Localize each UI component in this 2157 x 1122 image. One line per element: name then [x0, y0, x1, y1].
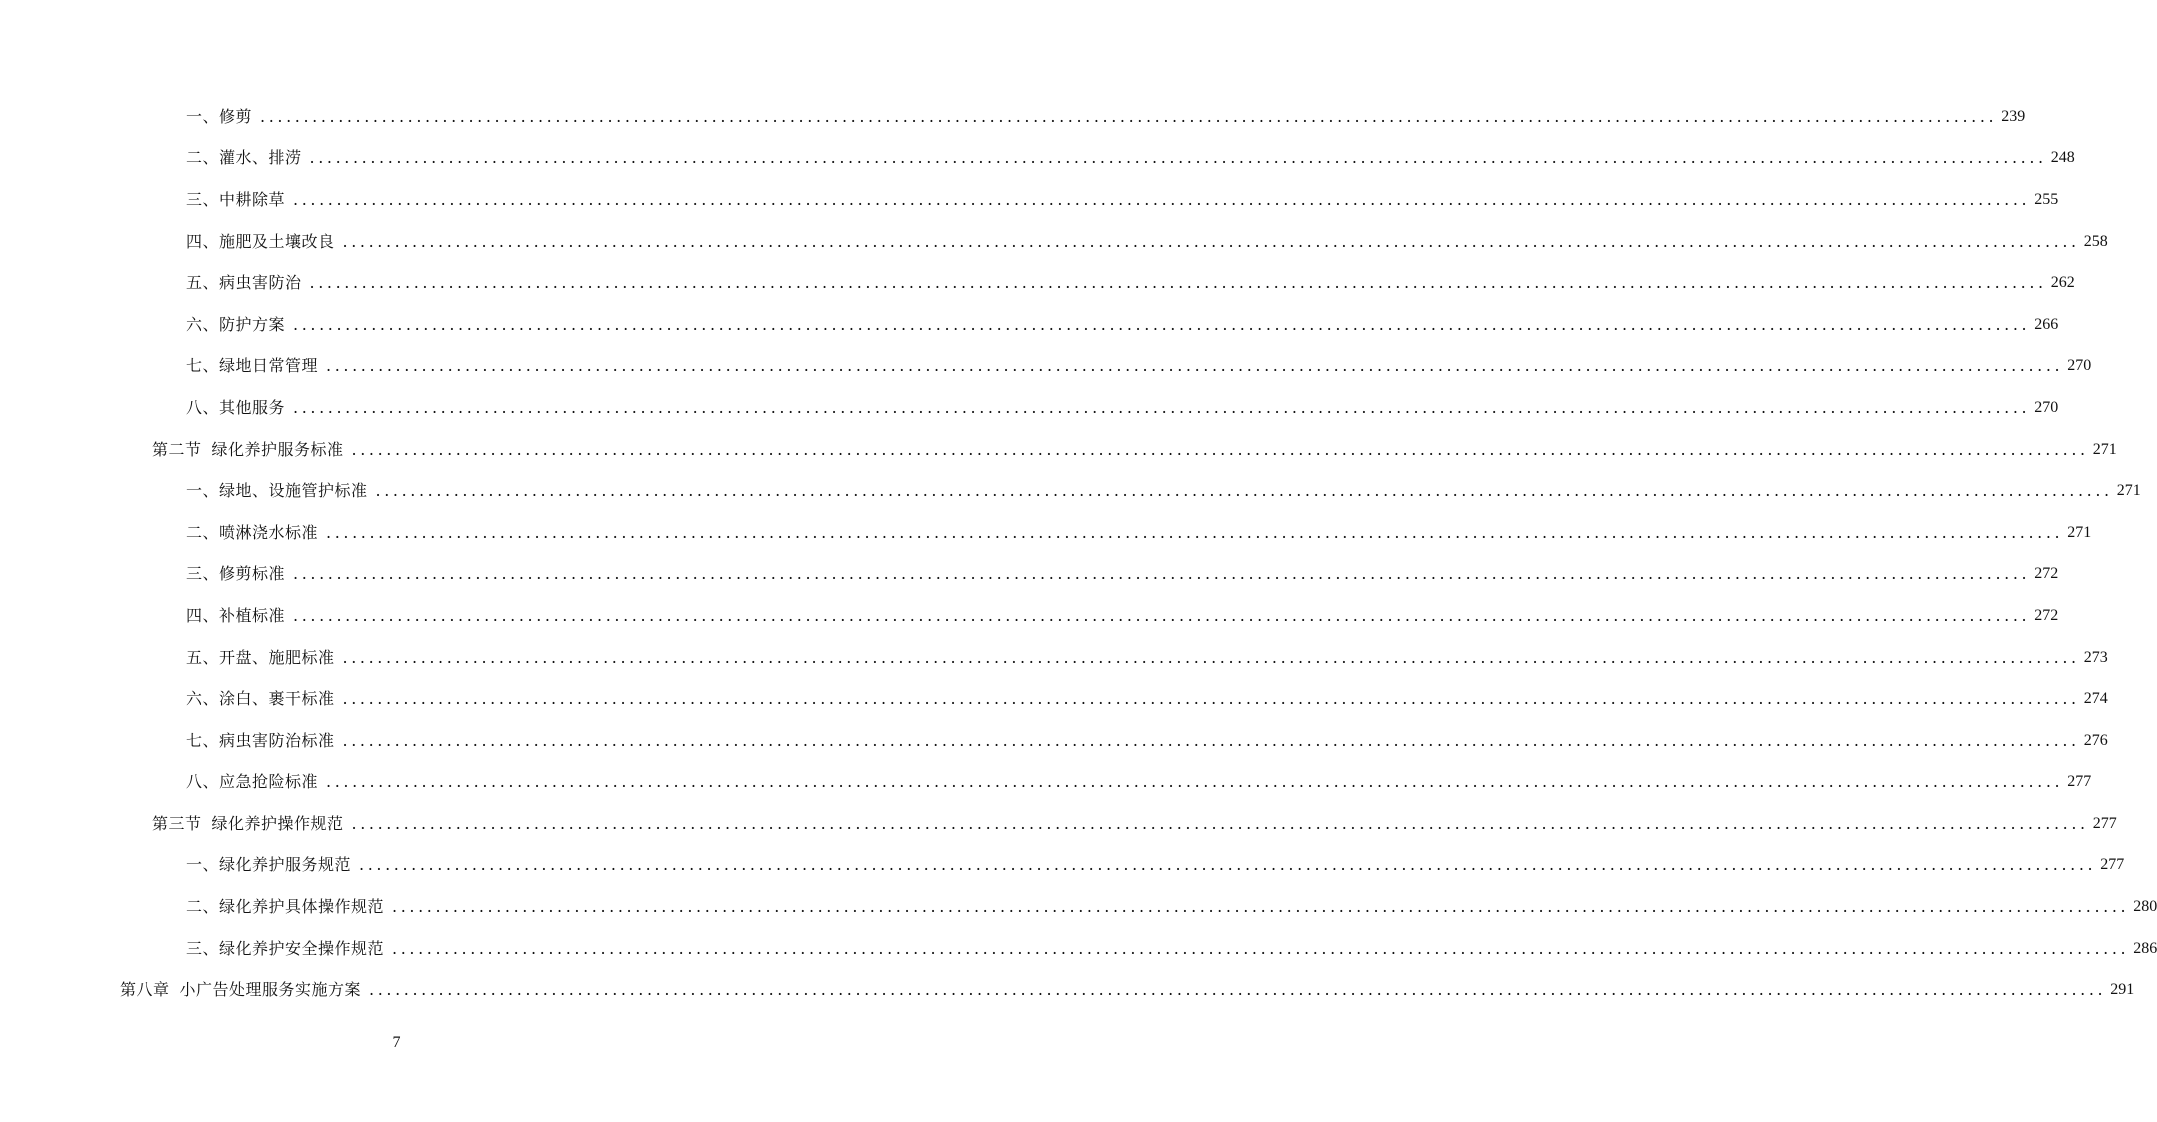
toc-entry-title — [186, 772, 318, 792]
toc-dot-leader: ........................................................................................................................................................................................................ — [351, 813, 2089, 833]
toc-entry[interactable] — [0, 637, 2108, 679]
toc-entry-title — [186, 107, 252, 127]
toc-dot-leader: ........................................................................................................................................................................................................ — [293, 605, 2031, 625]
toc-entry-page: 262 — [2050, 274, 2075, 292]
toc-entry[interactable] — [0, 96, 2026, 138]
toc-dot-leader: ........................................................................................................................................................................................................ — [342, 647, 2080, 667]
toc-entry-page: 271 — [2067, 523, 2092, 541]
toc-entry-text: 一、修剪 — [186, 106, 253, 126]
toc-dot-leader: ........................................................................................................................................................................................................ — [375, 481, 2113, 501]
toc-dot-leader: ........................................................................................................................................................................................................ — [326, 522, 2064, 542]
toc-entry-page: 271 — [2116, 482, 2141, 500]
toc-entry-title — [186, 855, 351, 875]
toc-entry[interactable] — [0, 928, 2157, 970]
toc-entry-title — [152, 814, 344, 834]
toc-entry-label: 第二节 — [152, 439, 202, 459]
page-number: 7 — [392, 1034, 401, 1051]
toc-entry-title — [186, 356, 318, 376]
toc-entry-title — [186, 315, 285, 335]
toc-dot-leader: ........................................................................................................................................................................................................ — [293, 564, 2031, 584]
toc-dot-leader: ........................................................................................................................................................................................................ — [342, 689, 2080, 709]
toc-dot-leader: ........................................................................................................................................................................................................ — [369, 980, 2107, 1000]
toc-entry-page: 270 — [2067, 357, 2092, 375]
toc-entry-page: 272 — [2034, 565, 2059, 583]
toc-entry-text: 一、绿地、设施管护标准 — [186, 481, 368, 501]
toc-entry-title — [152, 440, 344, 460]
toc-entry[interactable] — [0, 803, 2117, 845]
toc-entry[interactable] — [0, 221, 2108, 263]
toc-dot-leader: ........................................................................................................................................................................................................ — [326, 356, 2064, 376]
toc-entry-text: 七、病虫害防治标准 — [186, 730, 335, 750]
toc-entry-title — [186, 232, 335, 252]
toc-entry[interactable] — [0, 262, 2075, 304]
toc-entry-text: 四、施肥及土壤改良 — [186, 231, 335, 251]
toc-dot-leader: ........................................................................................................................................................................................................ — [392, 938, 2130, 958]
toc-entry[interactable] — [0, 720, 2108, 762]
toc-dot-leader: ........................................................................................................................................................................................................ — [293, 189, 2031, 209]
toc-entry-page: 277 — [2067, 773, 2092, 791]
toc-entry-text: 四、补植标准 — [186, 605, 286, 625]
toc-entry[interactable] — [0, 512, 2092, 554]
toc-entry-text: 二、绿化养护具体操作规范 — [186, 897, 385, 917]
toc-entry-text: 三、中耕除草 — [186, 189, 286, 209]
toc-entry[interactable] — [0, 429, 2117, 471]
toc-entry-page: 291 — [2110, 981, 2135, 999]
toc-entry-text: 二、灌水、排涝 — [186, 148, 302, 168]
toc-entry-text: 绿化养护服务标准 — [211, 439, 344, 459]
toc-entry[interactable] — [0, 678, 2108, 720]
toc-entry-title — [186, 481, 368, 501]
toc-dot-leader: ........................................................................................................................................................................................................ — [326, 772, 2064, 792]
toc-entry-text: 三、绿化养护安全操作规范 — [186, 938, 385, 958]
toc-entry-text: 八、其他服务 — [186, 397, 286, 417]
toc-entry-title — [186, 148, 302, 168]
toc-dot-leader: ........................................................................................................................................................................................................ — [260, 106, 1998, 126]
toc-entry-text: 五、病虫害防治 — [186, 273, 302, 293]
toc-entry[interactable] — [0, 138, 2075, 180]
toc-entry-page: 239 — [2001, 107, 2026, 125]
toc-entry-title — [186, 606, 285, 626]
toc-entry-page: 266 — [2034, 315, 2059, 333]
toc-dot-leader: ........................................................................................................................................................................................................ — [293, 314, 2031, 334]
toc-entry-title — [186, 648, 335, 668]
toc-entry-page: 248 — [2050, 149, 2075, 167]
toc-entry-text: 一、绿化养护服务规范 — [186, 855, 352, 875]
toc-entry[interactable] — [0, 762, 2092, 804]
toc-entry-page: 277 — [2100, 856, 2125, 874]
toc-entry[interactable] — [0, 387, 2059, 429]
toc-entry[interactable] — [0, 470, 2141, 512]
toc-entry[interactable] — [0, 886, 2157, 928]
toc-entry-title — [120, 980, 361, 1000]
toc-dot-leader: ........................................................................................................................................................................................................ — [309, 273, 2047, 293]
toc-dot-leader: ........................................................................................................................................................................................................ — [392, 897, 2130, 917]
toc-entry-text: 六、涂白、裹干标准 — [186, 689, 335, 709]
toc-dot-leader: ........................................................................................................................................................................................................ — [293, 397, 2031, 417]
toc-entry-page: 272 — [2034, 606, 2059, 624]
table-of-contents — [0, 96, 2157, 1011]
toc-dot-leader: ........................................................................................................................................................................................................ — [359, 855, 2097, 875]
toc-entry-title — [186, 689, 335, 709]
toc-dot-leader: ........................................................................................................................................................................................................ — [309, 148, 2047, 168]
toc-entry[interactable] — [0, 554, 2059, 596]
toc-entry[interactable] — [0, 595, 2059, 637]
toc-entry-page: 273 — [2083, 648, 2108, 666]
toc-entry-page: 270 — [2034, 398, 2059, 416]
toc-dot-leader: ........................................................................................................................................................................................................ — [342, 231, 2080, 251]
toc-entry-title — [186, 398, 285, 418]
toc-entry-label: 第八章 — [120, 980, 170, 1000]
toc-entry-title — [186, 273, 302, 293]
toc-entry-text: 七、绿地日常管理 — [186, 356, 319, 376]
toc-entry[interactable] — [0, 346, 2092, 388]
toc-entry-title — [186, 731, 335, 751]
toc-entry-label: 第三节 — [152, 813, 202, 833]
toc-entry-page: 271 — [2092, 440, 2117, 458]
toc-entry-page: 277 — [2092, 814, 2117, 832]
toc-entry-title — [186, 897, 384, 917]
toc-entry[interactable] — [0, 845, 2125, 887]
toc-entry-title — [186, 190, 285, 210]
toc-entry-text: 二、喷淋浇水标准 — [186, 522, 319, 542]
toc-entry-title — [186, 939, 384, 959]
toc-entry-page: 258 — [2083, 232, 2108, 250]
toc-entry[interactable] — [0, 969, 2135, 1011]
toc-entry[interactable] — [0, 304, 2059, 346]
toc-entry-page: 276 — [2083, 731, 2108, 749]
toc-dot-leader: ........................................................................................................................................................................................................ — [351, 439, 2089, 459]
toc-entry-title — [186, 564, 285, 584]
toc-entry-text: 绿化养护操作规范 — [211, 813, 344, 833]
toc-entry-page: 286 — [2133, 939, 2157, 957]
toc-entry-text: 小广告处理服务实施方案 — [179, 980, 362, 1000]
toc-entry-text: 六、防护方案 — [186, 314, 286, 334]
toc-entry-page: 255 — [2034, 190, 2059, 208]
toc-entry-title — [186, 523, 318, 543]
toc-entry-text: 八、应急抢险标准 — [186, 772, 319, 792]
toc-entry-page: 280 — [2133, 898, 2157, 916]
toc-dot-leader: ........................................................................................................................................................................................................ — [342, 730, 2080, 750]
toc-entry-page: 274 — [2083, 690, 2108, 708]
toc-entry-text: 五、开盘、施肥标准 — [186, 647, 335, 667]
toc-entry[interactable] — [0, 179, 2059, 221]
toc-entry-text: 三、修剪标准 — [186, 564, 286, 584]
